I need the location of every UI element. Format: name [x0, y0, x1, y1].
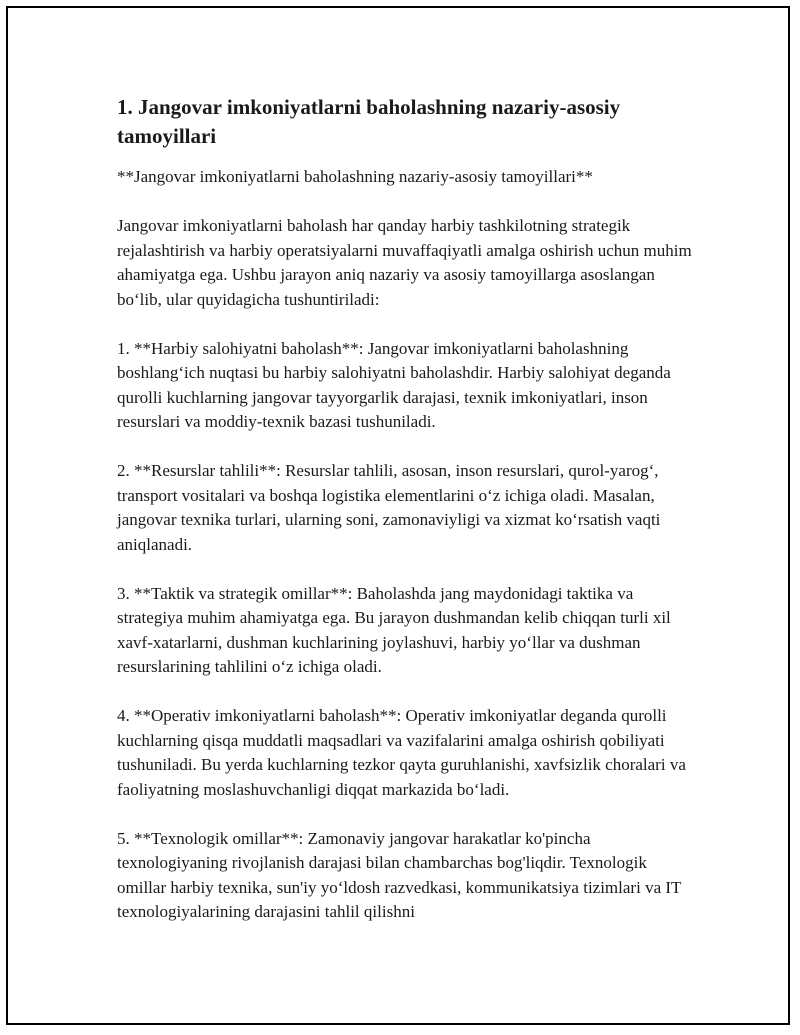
- list-item-military-potential: 1. **Harbiy salohiyatni baholash**: Jangovar imkoniyatlarni baholashning boshlang‘ich nuqtasi bu harbiy salohiyatni baholashdir. Harbiy salohiyat deganda qurolli kuchlarning jangovar tayyorgarlik darajasi, texnik imkoniyatlari, inson resurslari va moddiy-texnik bazasi tushuniladi.: [117, 338, 671, 431]
- document-body: [117, 93, 697, 949]
- list-item-technological: 5. **Texnologik omillar**: Zamonaviy jangovar harakatlar ko'pincha texnologiyaning rivojlanish darajasi bilan chambarchas bog'liqdir. Texnologik omillar harbiy texnika, sun'iy yo‘ldosh razvedkasi, kommunikatsiya tizimlari va IT texnologiyalarining darajasini tahlil qilishni: [117, 828, 682, 921]
- subtitle-paragraph: **Jangovar imkoniyatlarni baholashning nazariy-asosiy tamoyillari**: [117, 167, 593, 186]
- list-item-resource-analysis: 2. **Resurslar tahlili**: Resurslar tahlili, asosan, inson resurslari, qurol-yarog‘, transport vositalari va boshqa logistika elementlarini o‘z ichiga oladi. Masalan, jangovar texnika turlari, ularning soni, zamonaviyligi va xizmat ko‘rsatish vaqti aniqlanadi.: [117, 461, 661, 554]
- intro-paragraph: Jangovar imkoniyatlarni baholash har qanday harbiy tashkilotning strategik rejalashtirish va harbiy operatsiyalarni muvaffaqiyatli amalga oshirish uchun muhim ahamiyatga ega. Ushbu jarayon aniq nazariy va asosiy tamoyillarga asoslangan bo‘lib, ular quyidagicha tushuntiriladi:: [117, 216, 692, 309]
- list-item-operational: 4. **Operativ imkoniyatlarni baholash**: Operativ imkoniyatlar deganda qurolli kuchlarning qisqa muddatli maqsadlari va vazifalarini amalga oshirish qobiliyati tushuniladi. Bu yerda kuchlarning tezkor qayta guruhlanishi, xavfsizlik choralari va faoliyatning moslashuvchanligi diqqat markazida bo‘ladi.: [117, 706, 686, 799]
- list-item-tactical-strategic: 3. **Taktik va strategik omillar**: Baholashda jang maydonidagi taktika va strategiya muhim ahamiyatga ega. Bu jarayon dushmandan kelib chiqqan turli xil xavf-xatarlarni, dushman kuchlarining joylashuvi, harbiy yo‘llar va dushman resurslarining tahlilini o‘z ichiga oladi.: [117, 583, 671, 676]
- document-heading: 1. Jangovar imkoniyatlarni baholashning nazariy-asosiy tamoyillari: [117, 95, 621, 148]
